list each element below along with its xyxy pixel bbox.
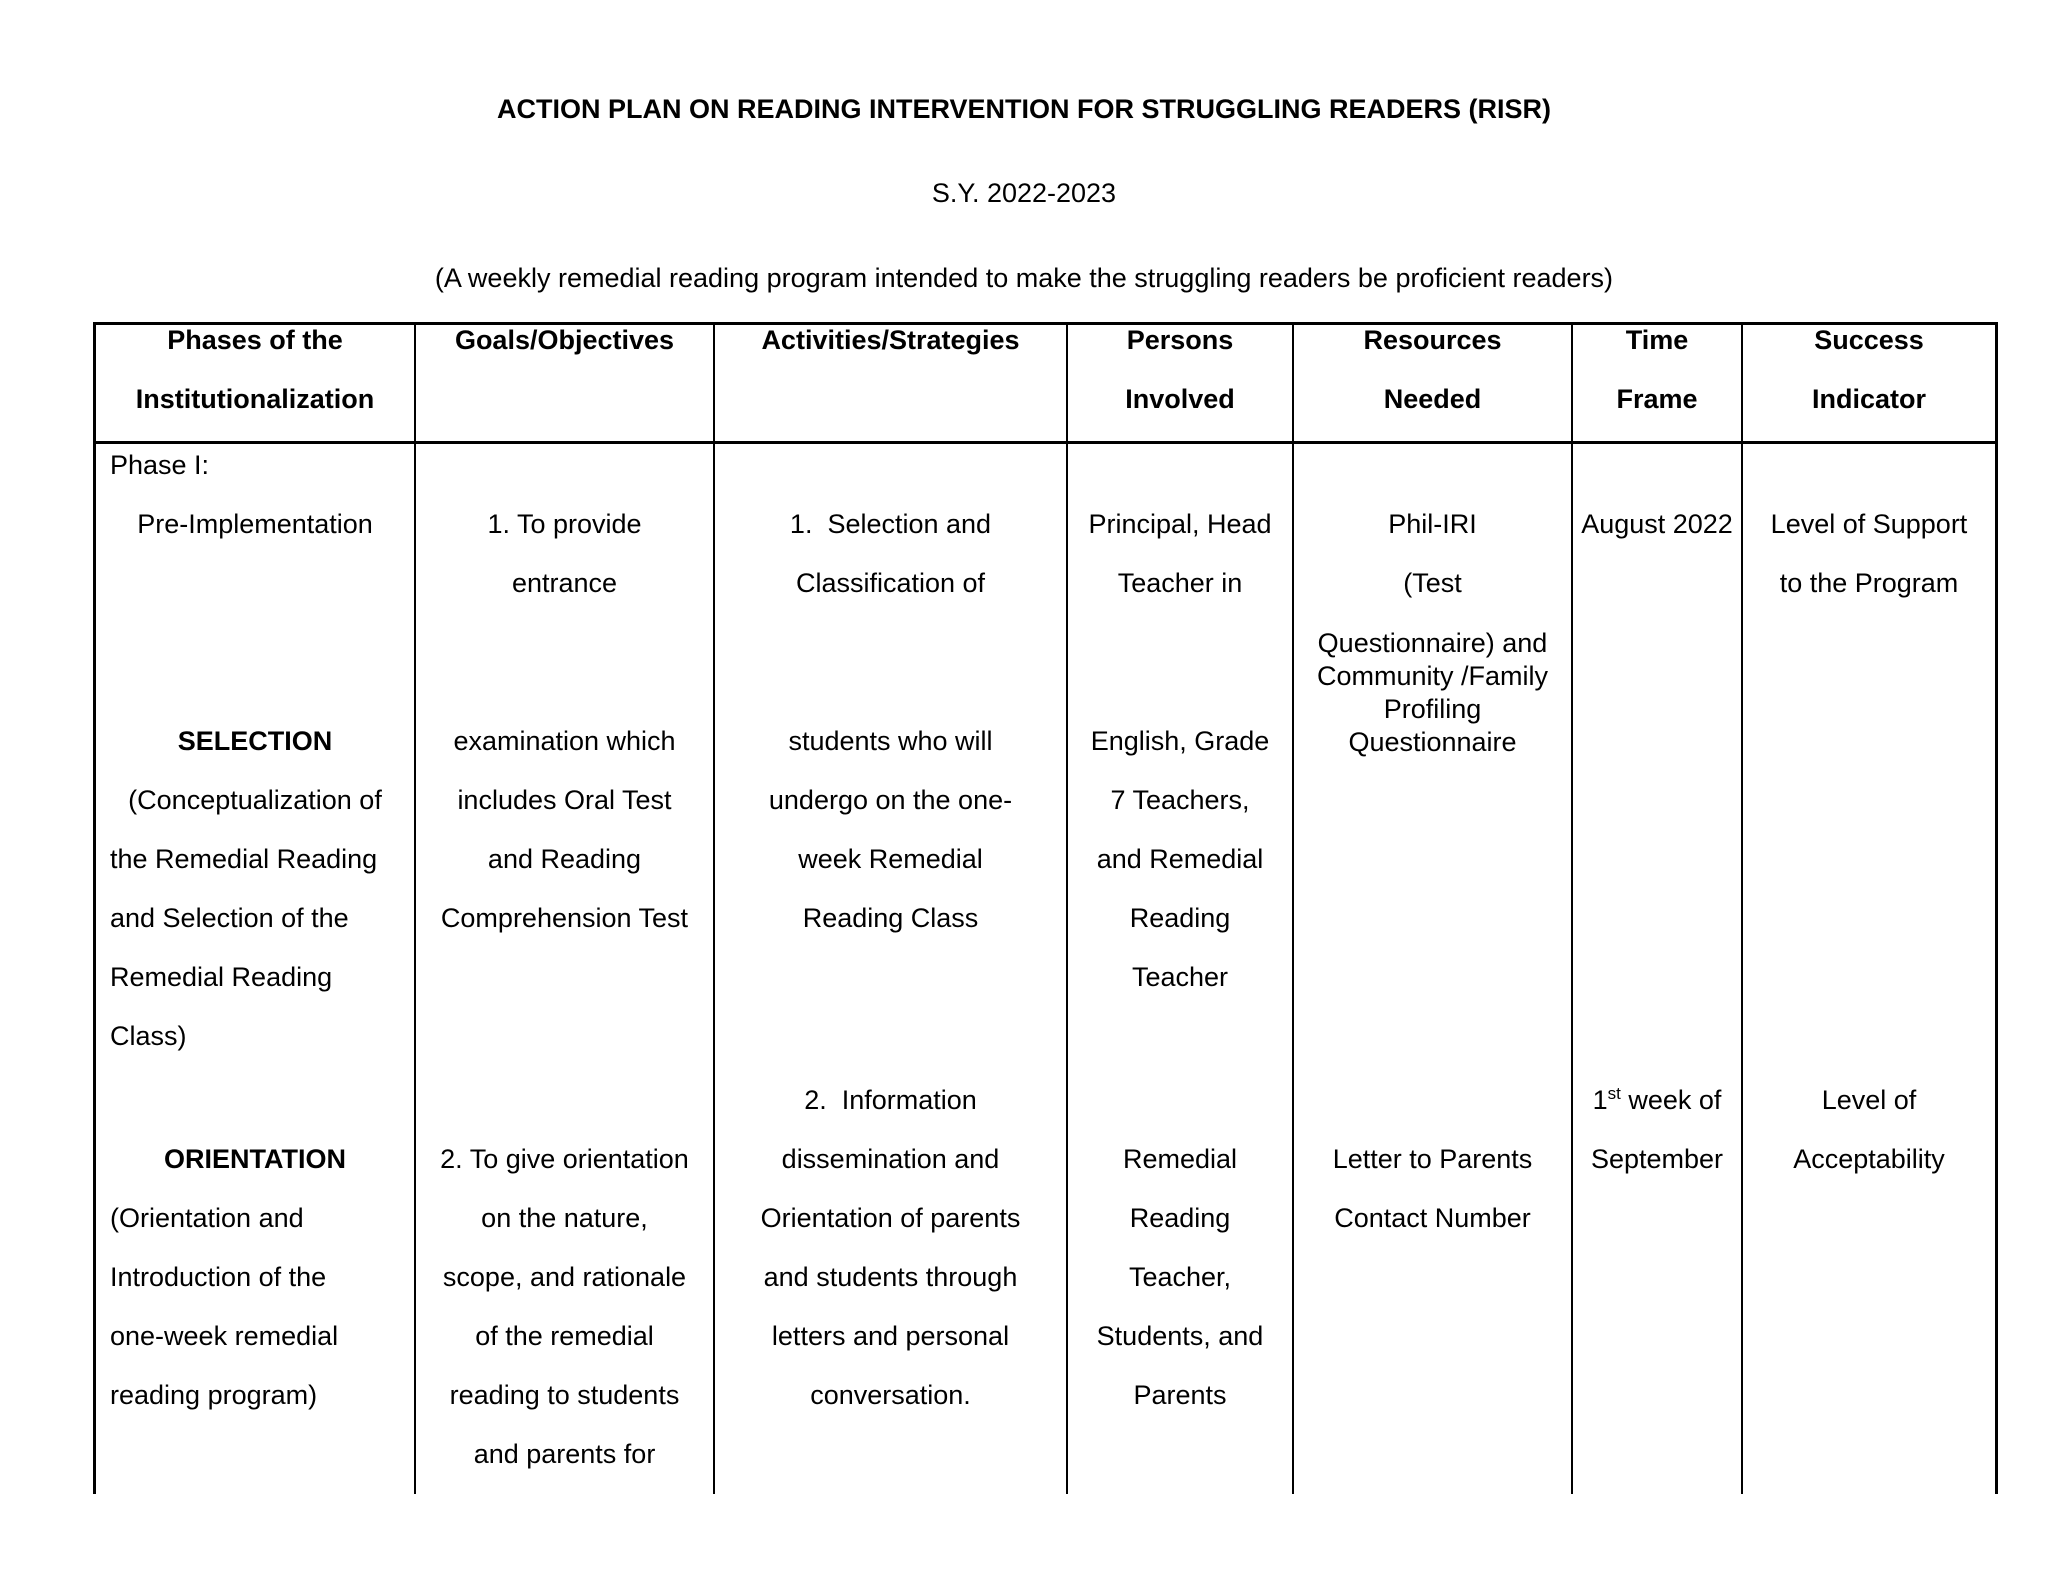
phase-label: Phase I: (110, 450, 210, 480)
resources-1-bottom: Questionnaire) and Community /Family Profiling Questionnaire (1316, 628, 1549, 757)
column-header-indicator: Success Indicator (1811, 325, 1926, 414)
document-title: ACTION PLAN ON READING INTERVENTION FOR STRUGGLING READERS (RISR) (496, 94, 1552, 124)
selection-desc: the Remedial Reading and Selection of the Remedial Reading Class) (110, 844, 378, 1051)
persons-1-top: Principal, Head Teacher in (1088, 509, 1272, 598)
goal-2: 2. To give orientation on the nature, scope, and rationale of the remedial reading to students and parents for (440, 1144, 689, 1469)
goal-1-bottom: examination which includes Oral Test and Reading Comprehension Test (440, 726, 689, 933)
activity-1-top: 1. Selection and Classification of (789, 509, 992, 598)
header-divider (93, 441, 1998, 444)
stage-label: Pre-Implementation (137, 509, 373, 539)
column-header-persons: Persons Involved (1125, 325, 1235, 414)
timeframe-1: August 2022 (1581, 509, 1733, 539)
table-border-right (1995, 322, 1998, 1494)
selection-title: SELECTION (177, 726, 333, 756)
activity-1-bottom: students who will undergo on the one- week Remedial Reading Class (768, 726, 1013, 933)
goal-1-top: 1. To provide entrance (487, 509, 642, 598)
indicator-2: Level of Acceptability (1793, 1085, 1945, 1174)
persons-2: Remedial Reading Teacher, Students, and Parents (1096, 1144, 1264, 1410)
column-header-goals: Goals/Objectives (454, 325, 675, 355)
persons-1-bottom: English, Grade 7 Teachers, and Remedial Reading Teacher (1090, 726, 1270, 992)
activity-2: 2. Information dissemination and Orientation of parents and students through letters and personal conversation. (760, 1085, 1021, 1410)
orientation-title: ORIENTATION (164, 1144, 346, 1174)
selection-desc-line: (Conceptualization of (128, 785, 382, 815)
column-header-phases: Phases of the Institutionalization (135, 325, 375, 414)
timeframe-2: 1st week of September (1590, 1084, 1724, 1174)
orientation-desc: (Orientation and Introduction of the one-week remedial reading program) (110, 1203, 339, 1410)
document-subtitle: (A weekly remedial reading program intended to make the struggling readers be proficient readers) (434, 263, 1614, 293)
indicator-1: Level of Support to the Program (1770, 509, 1968, 598)
resources-1-top: Phil-IRI (Test (1388, 509, 1477, 598)
school-year: S.Y. 2022-2023 (931, 178, 1117, 208)
resources-2: Letter to Parents Contact Number (1332, 1144, 1533, 1233)
column-header-timeframe: Time Frame (1616, 325, 1698, 414)
column-header-resources: Resources Needed (1363, 325, 1502, 414)
column-header-activities: Activities/Strategies (761, 325, 1020, 355)
